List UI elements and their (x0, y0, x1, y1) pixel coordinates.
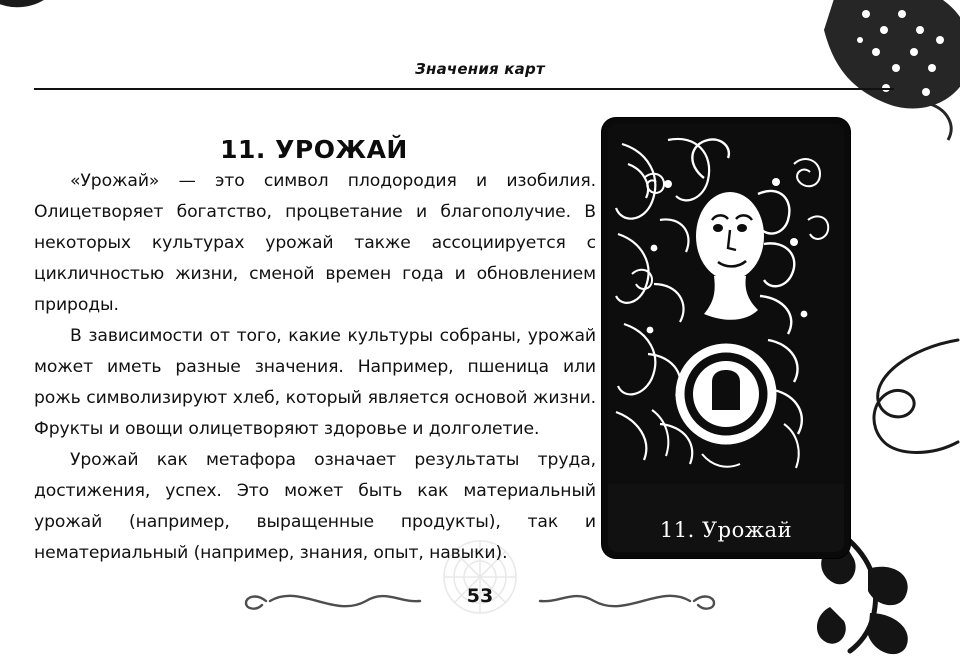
tarot-card-art-frame (608, 124, 844, 552)
page-title: 11. УРОЖАЙ (220, 134, 408, 164)
ink-blob-icon (0, 0, 110, 60)
page-footer (0, 577, 960, 637)
paragraph: «Урожай» — это символ плодородия и изобилия. Олицетворяет богатство, процветание и благополучие. В некоторых культурах урожай также ассоциируется с цикличностью жизни, сменой времен года и обновлением природы. (34, 171, 596, 315)
page-number: 53 (466, 585, 494, 607)
harvest-figure-art-icon (608, 124, 844, 484)
tarot-card-illustration (602, 118, 850, 558)
ribbon-swirl-icon (840, 330, 960, 460)
header-rule (34, 88, 894, 90)
running-head: Значения карт (415, 60, 545, 78)
body-text (34, 166, 596, 569)
paragraph: Урожай как метафора означает результаты труда, достижения, успех. Это может быть как материальный урожай (например, выращенные продукты), так и нематериальный (например, знания, опыт, навыки). (34, 450, 596, 563)
paragraph: В зависимости от того, какие культуры собраны, урожай может иметь разные значения. Например, пшеница или рожь символизируют хлеб, который является основой жизни. Фрукты и овощи олицетворяют здоровье и долголетие. (34, 326, 596, 439)
card-caption: 11. Урожай (659, 518, 793, 542)
